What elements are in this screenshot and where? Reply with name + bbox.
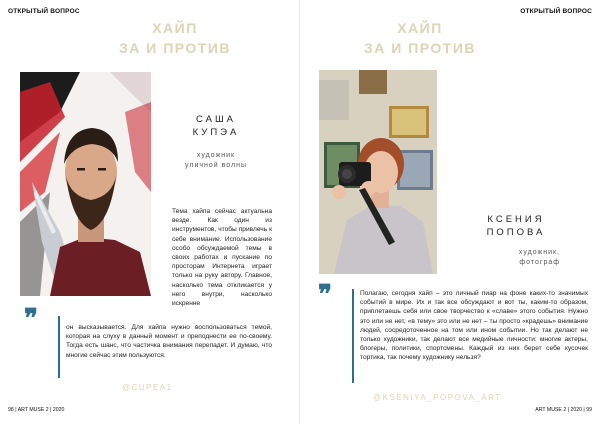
body-text-bottom: он высказывается. Для хайпа нужно воспользоваться темой, которая на слуху в данный момент и преподнести ее по-своему. Тогда есть шанс, что частичка внимания перепадет. И думаю, что многие сейчас этим пользуются. xyxy=(66,324,272,359)
person-name-line-2: КУПЭА xyxy=(192,127,240,138)
person-name-line-2: ПОПОВА xyxy=(486,227,546,238)
headline-line-1: ХАЙП xyxy=(397,20,443,36)
portrait-photo-sasha xyxy=(20,72,151,296)
person-name-sasha xyxy=(176,113,256,139)
quote-mark-icon: ❞ xyxy=(318,280,332,310)
page-footer: 98 | ART MUSE 2 | 2020 xyxy=(8,407,65,413)
person-role-sasha xyxy=(170,151,262,171)
headline xyxy=(340,18,500,58)
person-name-line-1: САША xyxy=(195,114,237,125)
page-footer: ART MUSE 2 | 2020 | 99 xyxy=(535,407,592,413)
body-text-top: Тема хайпа сейчас актуальна везде. Как один из инструментов, чтобы привлечь к себе внимание. Использование особо обсуждаемой темы в своих работах и пускание по просторам Интернета играет только на руку автору. Главное, насколько тема откликается у него внутри, насколько искренне xyxy=(172,208,272,308)
person-role-line-1: художник xyxy=(196,152,236,159)
body-text: Полагаю, сегодня хайп – это личный пиар на фоне каких-то значимых событий в мире. Их и так все обсуждают и вот ты, каким-то образом, приплетаешь себя или свое творчество к «славе» этого события. Нужно это или не нет, «в тему» это или не нет – ты просто «крадешь» внимание людей, сосредоточенное на том или ином событии. Но так делают не только художники, так делают все медийные личности: многие актеры, блогеры, политики, спортсмены. Каждый из них берет себе кусочек тортика, так почему художнику нельзя? xyxy=(360,290,588,362)
portrait-photo-kseniya xyxy=(319,70,437,274)
person-role-line-1: художник, xyxy=(518,249,560,256)
quote-bar xyxy=(352,289,354,383)
quote-bar xyxy=(58,316,60,378)
person-role-line-2: фотограф xyxy=(519,259,560,266)
section-label: ОТКРЫТЫЙ ВОПРОС xyxy=(8,8,80,15)
quote-mark-icon: ❞ xyxy=(24,304,38,334)
headline-line-1: ХАЙП xyxy=(152,20,198,36)
artist-handle[interactable]: @CUPEA1 xyxy=(122,383,173,392)
headline-line-2: ЗА И ПРОТИВ xyxy=(118,40,232,56)
right-page xyxy=(300,0,600,424)
artist-handle[interactable]: @KSENIYA_POPOVA_ART xyxy=(373,393,502,402)
person-role-line-2: уличной волны xyxy=(185,162,247,169)
section-label: ОТКРЫТЫЙ ВОПРОС xyxy=(520,8,592,15)
person-name-kseniya xyxy=(476,213,556,239)
person-role-kseniya xyxy=(478,248,560,268)
headline-line-2: ЗА И ПРОТИВ xyxy=(363,40,477,56)
person-name-line-1: КСЕНИЯ xyxy=(487,214,545,225)
headline xyxy=(95,18,255,58)
